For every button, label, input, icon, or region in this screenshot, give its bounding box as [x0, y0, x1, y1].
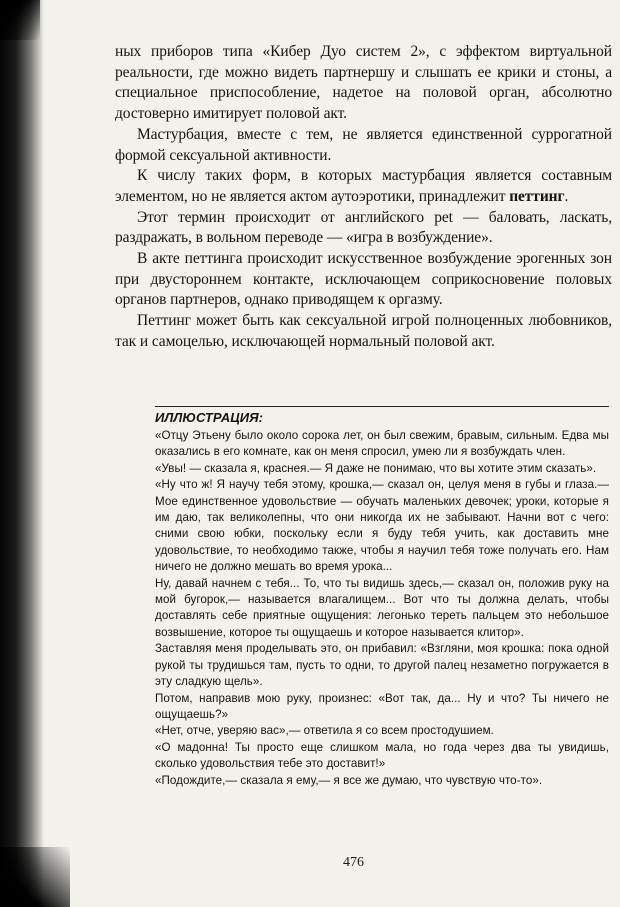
paragraph-2: Мастурбация, вместе с тем, не является единственной суррогатной формой сексуальной активности. — [115, 125, 612, 164]
corner-shadow-top — [0, 0, 40, 40]
term-petting: петтинг — [509, 187, 565, 205]
main-text — [115, 42, 612, 353]
illustration-paragraph-2: «Увы! — сказала я, краснея.— Я даже не понимаю, что вы хотите этим сказать». — [155, 461, 597, 475]
illustration-paragraph-8: «О мадонна! Ты просто еще слишком мала, но года через два ты увидишь, сколько удовольствия тебе это доставит!» — [155, 740, 609, 771]
paragraph-5: В акте петтинга происходит искусственное возбуждение эрогенных зон при двустороннем контакте, исключающем соприкосновение половых органов партнеров, однако приводящем к оргазму. — [115, 250, 612, 309]
paragraph-6: Петтинг может быть как сексуальной игрой полноценных любовников, так и самоцелью, исключающей нормальный половой акт. — [115, 312, 612, 350]
illustration-paragraph-5: Заставляя меня проделывать это, он прибавил: «Взгляни, моя крошка: пока одной рукой ты трудишься там, пусть то одни, то другой палец незаметно погружается в эту сладкую щель». — [155, 642, 609, 689]
book-spine-shadow — [0, 0, 44, 907]
illustration-heading: ИЛЛЮСТРАЦИЯ: — [155, 410, 264, 425]
page-number: 476 — [343, 855, 364, 870]
illustration-paragraph-3: «Ну что ж! Я научу тебя этому, крошка,— сказал он, целуя меня в губы и глаза.— Мое единственное удовольствие — обучать маленьких девочек; уроки, которые я им даю, так великолепны, что они никогда их не забывают. Начни вот с чего: сними свою юбки, поскольку если я буду тебя учить, как доставить мне удовольствие, то необходимо также, чтобы я научил тебя тоже получать его. Нам ничего не должно мешать во время урока... — [155, 478, 609, 574]
corner-shadow-bottom — [0, 847, 70, 907]
paragraph-3-end: . — [564, 187, 569, 205]
illustration-paragraph-4: Ну, давай начнем с тебя... То, что ты видишь здесь,— сказал он, положив руку на мой бугорок,— называется влагалищем... Вот что ты должна делать, чтобы доставлять себе приятные ощущения: легонько тереть пальцем это небольшое возвышение, которое ты ощущаешь и которое называется клитор». — [155, 576, 609, 639]
paragraph-3 — [115, 166, 612, 207]
paragraph-1: ных приборов типа «Кибер Дуо систем 2», с эффектом виртуальной реальности, где можно видеть партнершу и слышать ее крики и стоны, а специальное приспособление, надетое на половой орган, абсолютно достоверно имитирует половой акт. — [115, 43, 612, 123]
illustration-divider — [155, 406, 609, 407]
illustration-paragraph-1: «Отцу Этьену было около сорока лет, он был свежим, бравым, сильным. Едва мы оказались в его комнате, как он меня спросил, умею ли я возбуждать член. — [155, 429, 609, 459]
illustration-paragraph-6: Потом, направив мою руку, произнес: «Вот так, да... Ну и что? Ты ничего не ощущаешь?» — [155, 691, 609, 721]
illustration-block — [155, 406, 609, 789]
paragraph-3-text: К числу таких форм, в которых мастурбация является составным элементом, но не является актом аутоэротики, принадлежит — [115, 167, 612, 205]
paragraph-4: Этот термин происходит от английского pet — баловать, ласкать, раздражать, в вольном переводе — «игра в возбуждение». — [115, 208, 612, 247]
illustration-paragraph-7: «Нет, отче, уверяю вас»,— ответила я со всем простодушием. — [155, 724, 494, 738]
illustration-paragraph-9: «Подождите,— сказала я ему,— я все же думаю, что чувствую что-то». — [155, 773, 543, 787]
